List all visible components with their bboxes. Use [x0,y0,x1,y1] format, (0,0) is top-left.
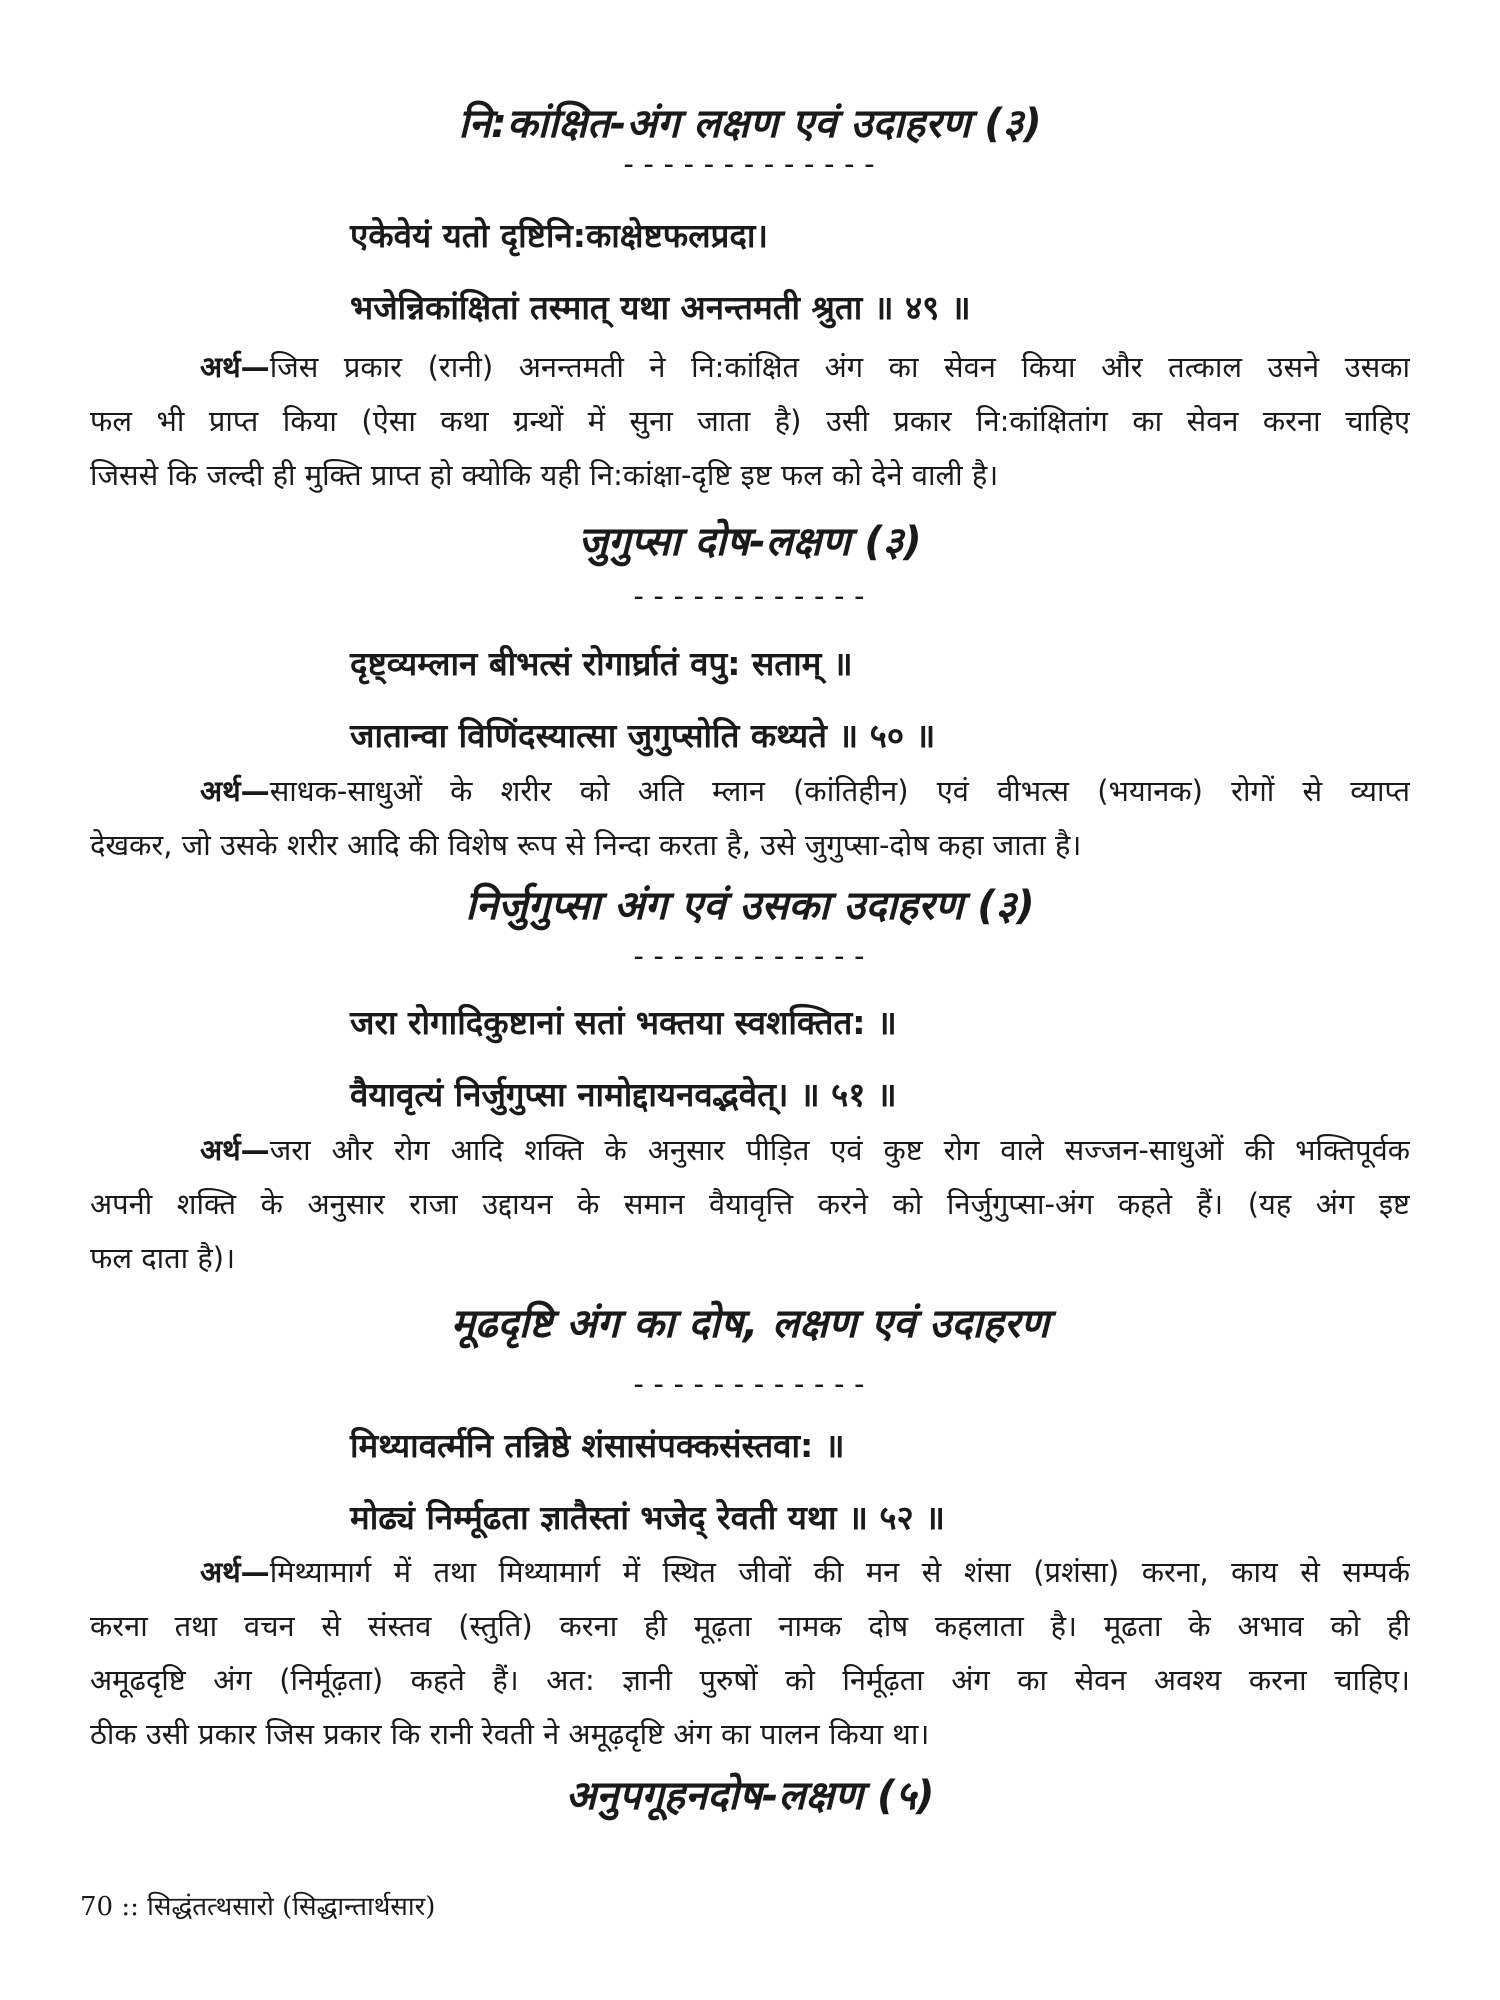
paragraph-line: अर्थ—साधक-साधुओं के शरीर को अति म्लान (कांतिहीन) एवं वीभत्स (भयानक) रोगों से व्याप्त [200,774,1410,808]
verse-line: भजेन्निकांक्षितां तस्मात् यथा अनन्तमती श्रुता ॥ ४९ ॥ [350,288,971,327]
paragraph-line: करना तथा वचन से संस्तव (स्तुति) करना ही मूढ़ता नामक दोष कहलाता है। मूढता के अभाव को ही [90,1609,1410,1643]
paragraph-line: फल दाता है)। [90,1241,236,1275]
heading-rule: ------------ [629,579,871,614]
meaning-label: अर्थ— [200,1133,270,1167]
section-heading: जुगुप्सा दोष-लक्षण (३) [578,519,922,565]
heading-rule: ------------- [619,147,881,182]
meaning-paragraph [90,340,1410,502]
verse-line: मिथ्यावर्त्मनि तन्निष्ठे शंसासंपक्कसंस्तवा: ॥ [350,1426,845,1465]
meaning-paragraph [90,1545,1410,1761]
paragraph-line: जिससे कि जल्दी ही मुक्ति प्राप्त हो क्योकि यही नि:कांक्षा-दृष्टि इष्ट फल को देने वाली है। [90,458,999,492]
verse-block [350,200,1450,344]
heading-rule: ------------ [629,939,871,974]
book-title: सिद्धंतत्थसारो (सिद्धान्तार्थसार) [147,1892,436,1922]
section-heading: अनुपगूहनदोष-लक्षण (५) [565,1773,935,1819]
paragraph-line: अमूढदृष्टि अंग (निर्मूढ़ता) कहते हैं। अत: ज्ञानी पुरुषों को निर्मूढ़ता अंग का सेवन अवश्य करना चाहिए। [90,1663,1410,1697]
verse-line: एकेवेयं यतो दृष्टिनि:काक्षेष्टफलप्रदा। [350,216,768,255]
meaning-label: अर्थ— [200,1555,270,1589]
paragraph-line: अपनी शक्ति के अनुसार राजा उद्दायन के समान वैयावृत्ति करने को निर्जुगुप्सा-अंग कहते हैं। (यह अंग इष्ट [90,1187,1410,1221]
paragraph-line: फल भी प्राप्त किया (ऐसा कथा ग्रन्थों में सुना जाता है) उसी प्रकार नि:कांक्षितांग का सेवन करना चाहिए [90,404,1410,438]
verse-line: वैयावृत्यं निर्जुगुप्सा नामोद्दायनवद्भवेत्। ॥ ५१ ॥ [350,1075,897,1114]
verse-line: दृष्ट्व्यम्लान बीभत्सं रोगार्घ्रातं वपु: सताम् ॥ [350,644,853,683]
paragraph-line: अर्थ—जरा और रोग आदि शक्ति के अनुसार पीड़ित एवं कुष्ट रोग वाले सज्जन-साधुओं की भक्तिपूर्वक [200,1133,1410,1167]
paragraph-line: देखकर, जो उसके शरीर आदि की विशेष रूप से निन्दा करता है, उसे जुगुप्सा-दोष कहा जाता है। [90,828,1082,862]
section-heading: नि:कांक्षित-अंग लक्षण एवं उदाहरण (३) [458,101,1042,147]
section-heading: निर्जुगुप्सा अंग एवं उसका उदाहरण (३) [465,883,1035,929]
meaning-label: अर्थ— [200,350,270,384]
paragraph-line: अर्थ—मिथ्यामार्ग में तथा मिथ्यामार्ग में स्थित जीवों की मन से शंसा (प्रशंसा) करना, काय से सम्पर्क [200,1555,1410,1589]
paragraph-line: अर्थ—जिस प्रकार (रानी) अनन्तमती ने नि:कांक्षित अंग का सेवन किया और तत्काल उसने उसका [200,350,1410,384]
meaning-label: अर्थ— [200,774,270,808]
meaning-paragraph [90,1123,1410,1285]
heading-rule: ------------ [629,1367,871,1402]
footer-separator: :: [121,1892,139,1922]
verse-line: जातान्वा विणिंदस्यात्सा जुगुप्सोति कथ्यते ॥ ५० ॥ [350,716,936,755]
verse-line: मोढ्यं निर्म्मूढता ज्ञातैस्तां भजेद् रेवती यथा ॥ ५२ ॥ [350,1498,945,1537]
page-number: 70 [80,1892,114,1922]
meaning-paragraph [90,764,1410,872]
verse-block [350,987,1450,1131]
verse-line: जरा रोगादिकुष्टानां सतां भक्तया स्वशक्तित: ॥ [350,1003,897,1042]
verse-block [350,628,1450,772]
page-footer [80,1890,435,1924]
paragraph-line: ठीक उसी प्रकार जिस प्रकार कि रानी रेवती ने अमूढ़दृष्टि अंग का पालन किया था। [90,1717,930,1751]
section-heading: मूढदृष्टि अंग का दोष, लक्षण एवं उदाहरण [450,1301,1050,1347]
verse-block [350,1410,1450,1554]
